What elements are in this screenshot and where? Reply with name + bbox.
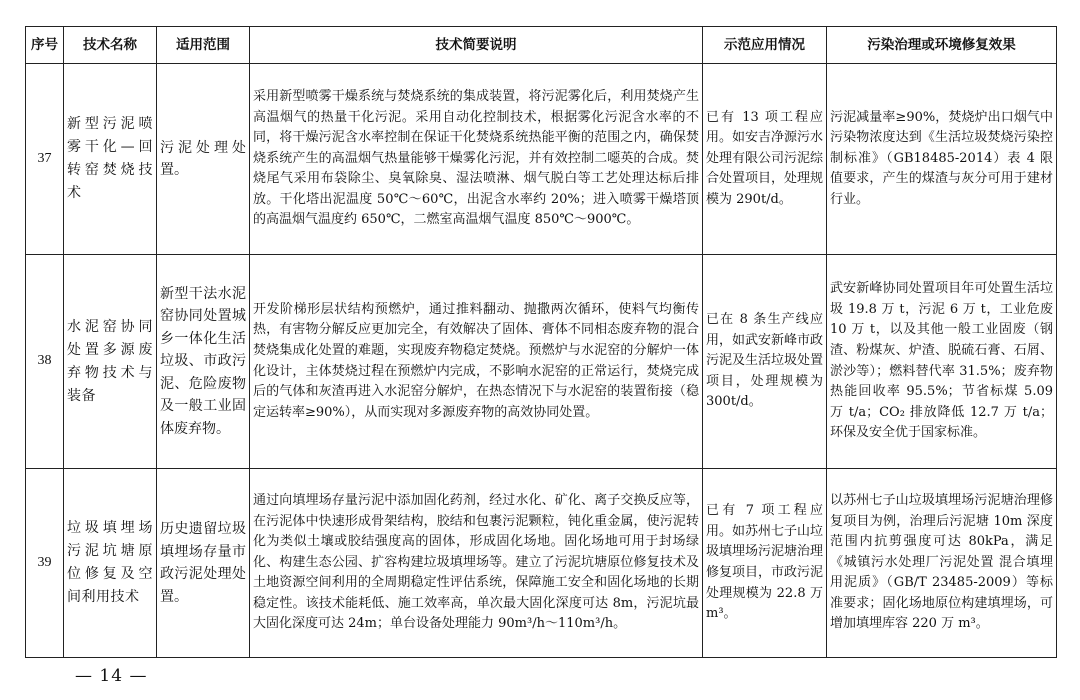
row-number: 39 xyxy=(26,469,64,658)
header-tech-name: 技术名称 xyxy=(64,27,157,64)
tech-name: 水泥窑协同处置多源废弃物技术与装备 xyxy=(64,255,157,469)
row-number: 37 xyxy=(26,64,64,255)
effect: 以苏州七子山垃圾填埋场污泥塘治理修复项目为例，治理后污泥塘 10m 深度范围内抗剪强度可达 80kPa，满足《城镇污水处理厂污泥处置 混合填埋用泥质》（GB/T 23485-2009）等标准要求；固化场地原位构建填埋场，可增加填埋库容 220 万 m³。 xyxy=(827,469,1057,658)
row-number: 38 xyxy=(26,255,64,469)
tech-name: 垃圾填埋场污泥坑塘原位修复及空间利用技术 xyxy=(64,469,157,658)
description: 采用新型喷雾干燥系统与焚烧系统的集成装置，将污泥雾化后，利用焚烧产生高温烟气的热量干化污泥。采用自动化控制技术，根据雾化污泥含水率的不同，将干燥污泥含水率控制在保证干化焚烧系统热能平衡的范围之内，确保焚烧系统产生的高温烟气热量能够干燥雾化污泥，并有效控制二噁英的合成。焚烧尾气采用布袋除尘、臭氧除臭、湿法喷淋、烟气脱白等工艺处理达标后排放。干化塔出泥温度 50℃～60℃，出泥含水率约 20%；进入喷雾干燥塔顶的高温烟气温度约 650℃，二燃室高温烟气温度 850℃～900℃。 xyxy=(250,64,703,255)
table-row xyxy=(26,469,1057,658)
description: 开发阶梯形层状结构预燃炉，通过推料翻动、抛撒两次循环，使料气均衡传热，有害物分解反应更加完全，有效解决了固体、膏体不同相态废弃物的混合焚烧集成化处置的难题，实现废弃物稳定焚烧。预燃炉与水泥窑的分解炉一体化设计，主体焚烧过程在预燃炉内完成，不影响水泥窑的正常运行，焚烧完成后的气体和灰渣再进入水泥窑分解炉，在热态情况下与水泥窑的装置衔接（稳定运转率≥90%），从而实现对多源废弃物的高效协同处置。 xyxy=(250,255,703,469)
header-scope: 适用范围 xyxy=(157,27,250,64)
effect: 武安新峰协同处置项目年可处置生活垃圾 19.8 万 t，污泥 6 万 t，工业危废 10 万 t，以及其他一般工业固废（钢渣、粉煤灰、炉渣、脱硫石膏、石屑、淤沙等）；燃料替代率 31.5%；废弃物热能回收率 95.5%；节省标煤 5.09 万 t/a；CO₂ 排放降低 12.7 万 t/a；环保及安全优于国家标准。 xyxy=(827,255,1057,469)
page-number: — 14 — xyxy=(75,666,148,686)
table-header-row xyxy=(26,27,1057,64)
application: 已在 8 条生产线应用，如武安新峰市政污泥及生活垃圾处置项目，处理规模为 300t/d。 xyxy=(703,255,827,469)
header-effect: 污染治理或环境修复效果 xyxy=(827,27,1057,64)
tech-name: 新型污泥喷雾干化—回转窑焚烧技术 xyxy=(64,64,157,255)
technology-table xyxy=(25,26,1057,658)
table-row xyxy=(26,255,1057,469)
header-application: 示范应用情况 xyxy=(703,27,827,64)
header-description: 技术简要说明 xyxy=(250,27,703,64)
description: 通过向填埋场存量污泥中添加固化药剂，经过水化、矿化、离子交换反应等，在污泥体中快速形成骨架结构，胶结和包裹污泥颗粒，钝化重金属，使污泥转化为类似土壤或胶结强度高的固体，形成固化场地。固化场地可用于封场绿化、构建生态公园、扩容构建垃圾填埋场等。建立了污泥坑塘原位修复技术及土地资源空间利用的全周期稳定性评估系统，保障施工安全和固化场地的长期稳定性。该技术能耗低、施工效率高，单次最大固化深度可达 8m，污泥坑最大固化深度可达 24m；单台设备处理能力 90m³/h～110m³/h。 xyxy=(250,469,703,658)
header-number: 序号 xyxy=(26,27,64,64)
scope: 新型干法水泥窑协同处置城乡一体化生活垃圾、市政污泥、危险废物及一般工业固体废弃物。 xyxy=(157,255,250,469)
application: 已有 13 项工程应用。如安吉净源污水处理有限公司污泥综合处置项目，处理规模为 290t/d。 xyxy=(703,64,827,255)
table-row xyxy=(26,64,1057,255)
application: 已有 7 项工程应用。如苏州七子山垃圾填埋场污泥塘治理修复项目，市政污泥处理规模为 22.8 万 m³。 xyxy=(703,469,827,658)
effect: 污泥减量率≥90%，焚烧炉出口烟气中污染物浓度达到《生活垃圾焚烧污染控制标准》（GB18485-2014）表 4 限值要求，产生的煤渣与灰分可用于建材行业。 xyxy=(827,64,1057,255)
scope: 污泥处理处置。 xyxy=(157,64,250,255)
scope: 历史遗留垃圾填埋场存量市政污泥处理处置。 xyxy=(157,469,250,658)
